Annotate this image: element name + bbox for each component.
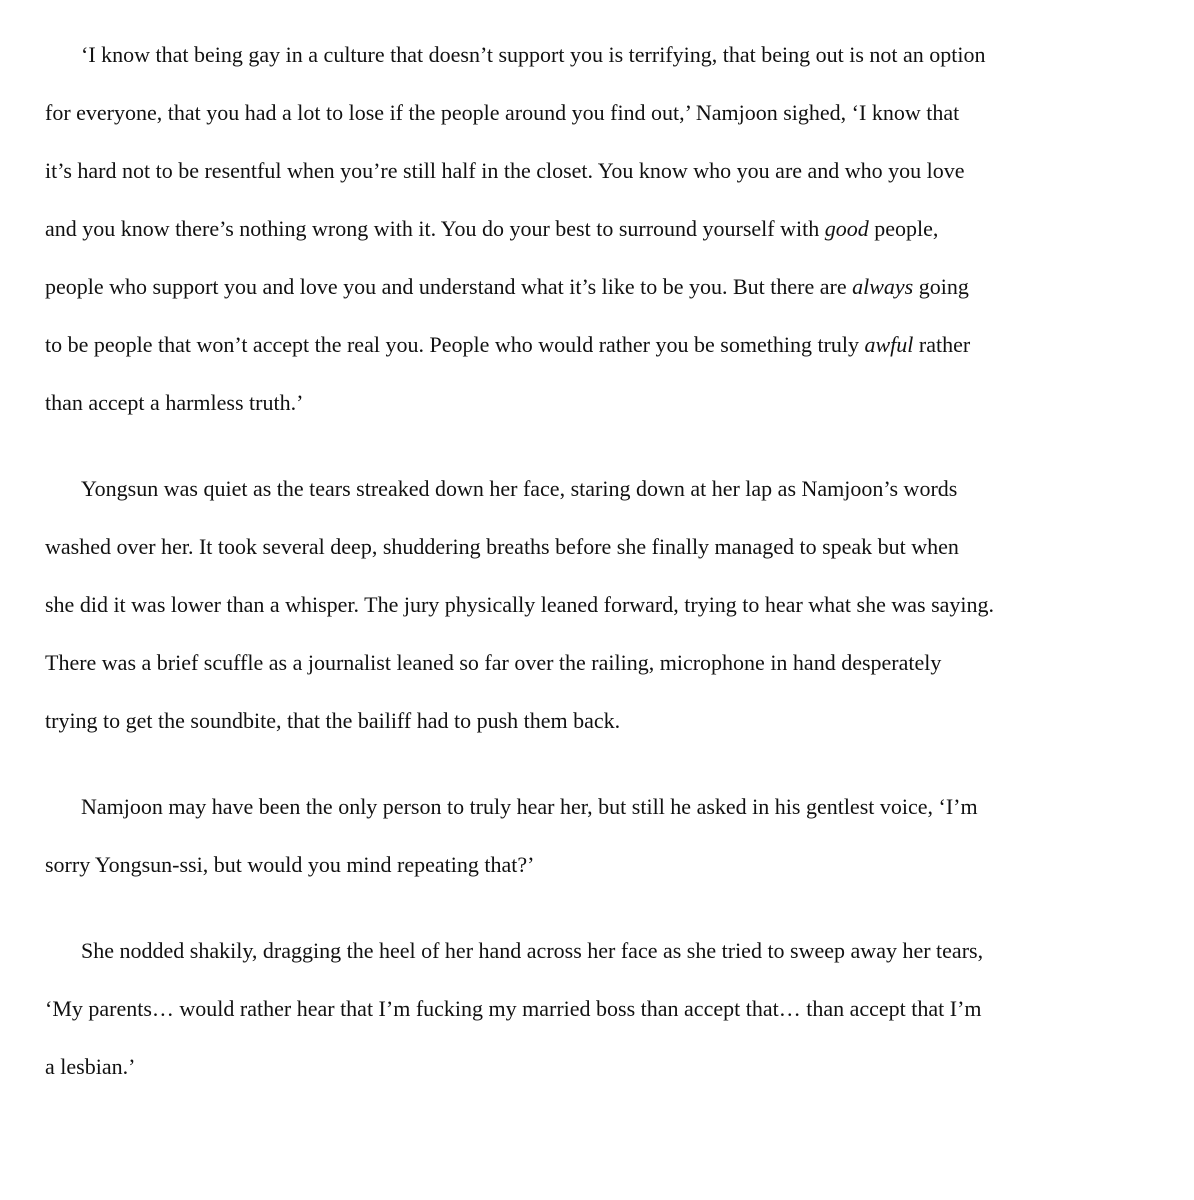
text-run: people who support you and love you and understand what it’s like to be you. But there are (45, 274, 853, 299)
paragraph-3 (45, 778, 1160, 894)
paragraph-gap (45, 894, 1160, 922)
text-run: going (913, 274, 969, 299)
emphasis-text: always (852, 274, 914, 299)
text-line: Yongsun was quiet as the tears streaked down her face, staring down at her lap as Namjoon’s words (81, 476, 958, 501)
text-line: sorry Yongsun-ssi, but would you mind repeating that?’ (45, 852, 535, 877)
text-line (45, 200, 1160, 258)
text-line: than accept a harmless truth.’ (45, 390, 304, 415)
text-line: for everyone, that you had a lot to lose if the people around you find out,’ Namjoon sighed, ‘I know that (45, 100, 960, 125)
text-line: trying to get the soundbite, that the bailiff had to push them back. (45, 708, 621, 733)
text-run: people, (868, 216, 939, 241)
text-line: ‘I know that being gay in a culture that doesn’t support you is terrifying, that being out is not an option (81, 42, 986, 67)
text-line: There was a brief scuffle as a journalist leaned so far over the railing, microphone in hand desperately (45, 650, 942, 675)
text-line: she did it was lower than a whisper. The jury physically leaned forward, trying to hear what she was saying. (45, 592, 995, 617)
paragraph-gap (45, 432, 1160, 460)
text-line: washed over her. It took several deep, shuddering breaths before she finally managed to speak but when (45, 534, 959, 559)
text-run: rather (913, 332, 971, 357)
paragraph-gap (45, 750, 1160, 778)
text-line: Namjoon may have been the only person to truly hear her, but still he asked in his gentlest voice, ‘I’m (81, 794, 978, 819)
text-line: ‘My parents… would rather hear that I’m fucking my married boss than accept that… than accept that I’m (45, 996, 982, 1021)
text-run: and you know there’s nothing wrong with it. You do your best to surround yourself with (45, 216, 825, 241)
text-line (45, 258, 1160, 316)
document-body (45, 26, 1160, 1096)
text-line: She nodded shakily, dragging the heel of her hand across her face as she tried to sweep away her tears, (81, 938, 984, 963)
paragraph-1 (45, 26, 1160, 432)
paragraph-4 (45, 922, 1160, 1096)
emphasis-text: good (824, 216, 869, 241)
paragraph-2 (45, 460, 1160, 750)
text-line: it’s hard not to be resentful when you’re still half in the closet. You know who you are and who you love (45, 158, 965, 183)
text-line (45, 316, 1160, 374)
emphasis-text: awful (864, 332, 914, 357)
text-run: to be people that won’t accept the real you. People who would rather you be something truly (45, 332, 865, 357)
text-line: a lesbian.’ (45, 1054, 136, 1079)
